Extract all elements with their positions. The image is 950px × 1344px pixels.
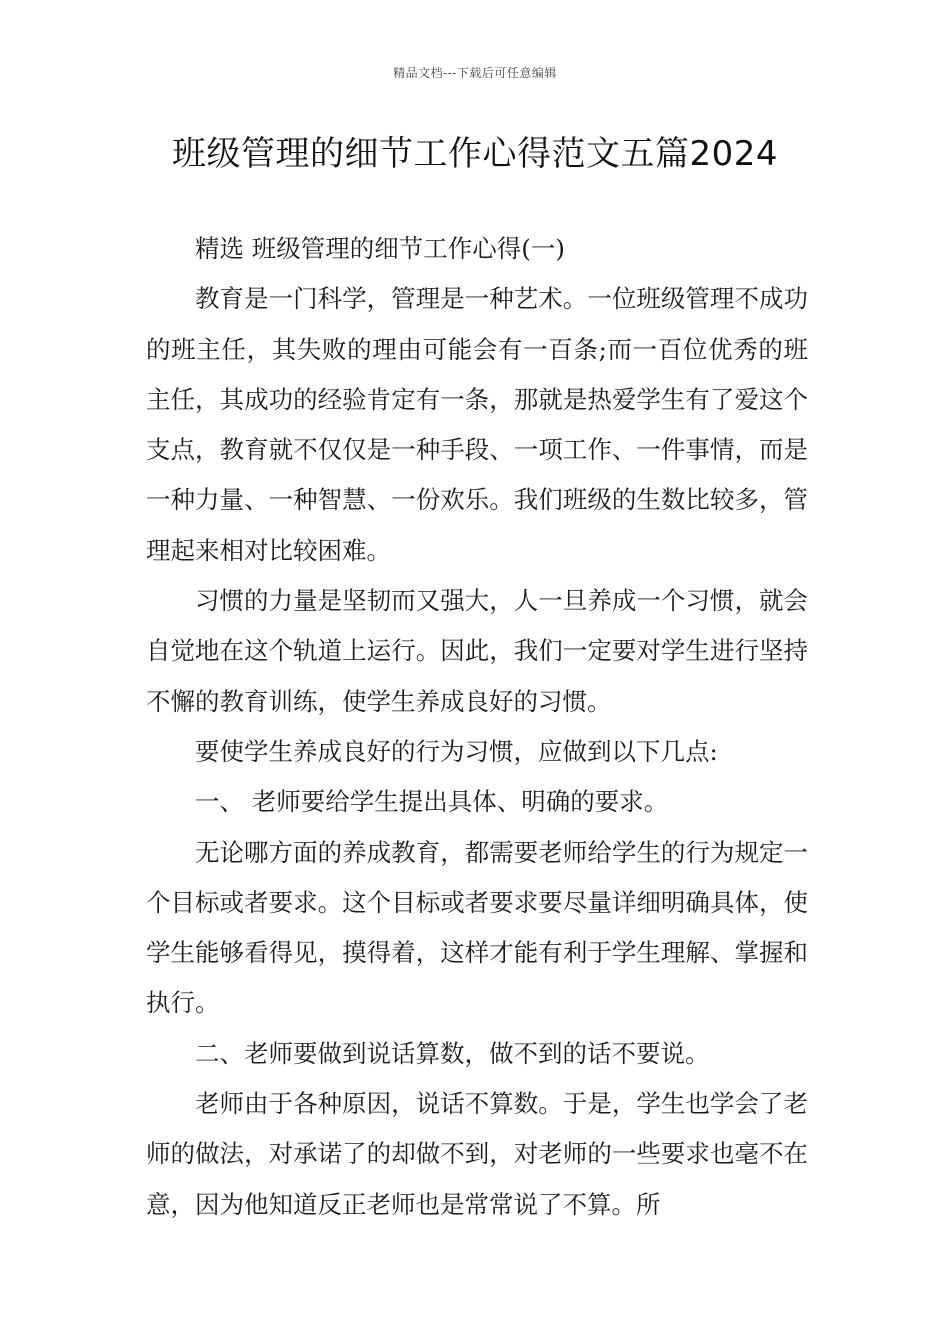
page-header-note: 精品文档---下载后可任意编辑 — [393, 66, 557, 80]
body-paragraph: 习惯的力量是坚韧而又强大，人一旦养成一个习惯，就会自觉地在这个轨道上运行。因此，我们一定要对学生进行坚持不懈的教育训练，使学生养成良好的习惯。 — [146, 586, 808, 716]
body-paragraph: 无论哪方面的养成教育，都需要老师给学生的行为规定一个目标或者要求。这个目标或者要求要尽量详细明确具体，使学生能够看得见，摸得着，这样才能有利于学生理解、掌握和执行。 — [146, 837, 808, 1018]
body-paragraph: 老师由于各种原因，说话不算数。于是，学生也学会了老师的做法，对承诺了的却做不到，对老师的一些要求也毫不在意，因为他知道反正老师也是常常说了不算。所 — [146, 1089, 808, 1219]
document-title: 班级管理的细节工作心得范文五篇2024 — [171, 134, 779, 174]
body-paragraph: 要使学生养成良好的行为习惯，应做到以下几点: — [195, 736, 718, 766]
document-body — [146, 224, 808, 1230]
section-heading: 精选 班级管理的细节工作心得(一) — [195, 234, 565, 263]
body-paragraph: 教育是一门科学，管理是一种艺术。一位班级管理不成功的班主任，其失败的理由可能会有一百条;而一百位优秀的班主任，其成功的经验肯定有一条，那就是热爱学生有了爱这个支点，教育就不仅仅是一种手段、一项工作、一件事情，而是一种力量、一种智慧、一份欢乐。我们班级的生数比较多，管理起来相对比较困难。 — [146, 284, 808, 565]
list-item-heading: 一、 老师要给学生提出具体、明确的要求。 — [195, 787, 669, 817]
list-item-heading: 二、老师要做到说话算数，做不到的话不要说。 — [195, 1038, 710, 1068]
